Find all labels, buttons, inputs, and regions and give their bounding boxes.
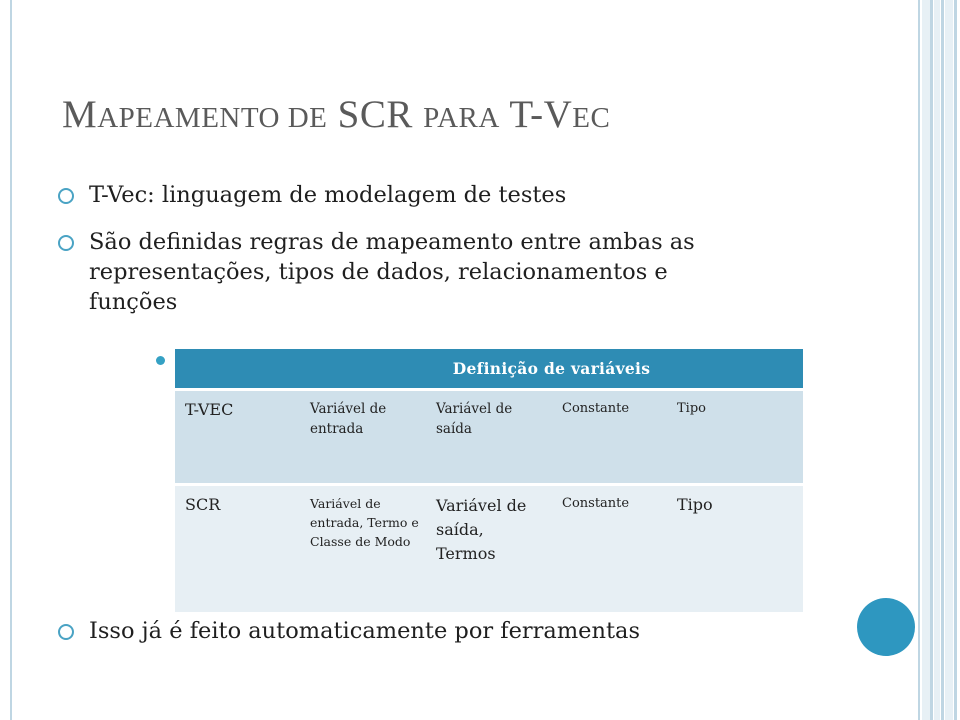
title-word-mapeamento: APEAMENTO DE <box>97 102 328 134</box>
row-label-tvec: T-VEC <box>175 390 300 485</box>
table-cell: Variável de entrada, Termo e Classe de Modo <box>300 485 426 613</box>
variables-table <box>175 349 803 612</box>
table-cell: Constante <box>552 485 667 613</box>
title-word-scr: SCR <box>337 93 413 136</box>
table-cell: Tipo <box>667 485 803 613</box>
title-cap-m: M <box>62 93 98 136</box>
bullet-marker-2 <box>58 235 74 251</box>
right-frame-line-1 <box>918 0 920 720</box>
table-header-row <box>175 349 803 390</box>
table-cell: Variável de saída, Termos <box>426 485 552 613</box>
table-row <box>175 485 803 613</box>
right-frame-band-1 <box>922 0 930 720</box>
title-word-para: PARA <box>423 102 500 134</box>
table-cell: Tipo <box>667 390 803 485</box>
decorative-circle <box>857 598 915 656</box>
bullet-text-3: Isso já é feito automaticamente por ferramentas <box>89 618 640 644</box>
table-cell: Constante <box>552 390 667 485</box>
slide-title <box>62 92 610 137</box>
right-frame-line-2 <box>930 0 933 720</box>
bullet-text-2: São definidas regras de mapeamento entre ambas as representações, tipos de dados, relacionamentos e funções <box>89 229 695 315</box>
sub-bullet-marker <box>156 356 165 365</box>
table-header-cell: Definição de variáveis <box>300 349 803 390</box>
table-header-empty <box>175 349 300 390</box>
title-word-ec: EC <box>572 102 611 134</box>
right-frame-band-2 <box>934 0 940 720</box>
bullet-marker-3 <box>58 624 74 640</box>
bullet-marker-1 <box>58 188 74 204</box>
left-frame-line <box>10 0 12 720</box>
bullet-text-1: T-Vec: linguagem de modelagem de testes <box>89 182 567 208</box>
table-row <box>175 390 803 485</box>
right-frame-line-3 <box>941 0 944 720</box>
title-cap-tv: T-V <box>509 93 573 136</box>
right-frame-band-3 <box>945 0 953 720</box>
table-cell: Variável de saída <box>426 390 552 485</box>
table-cell: Variável de entrada <box>300 390 426 485</box>
row-label-scr: SCR <box>175 485 300 613</box>
right-frame-line-4 <box>954 0 957 720</box>
